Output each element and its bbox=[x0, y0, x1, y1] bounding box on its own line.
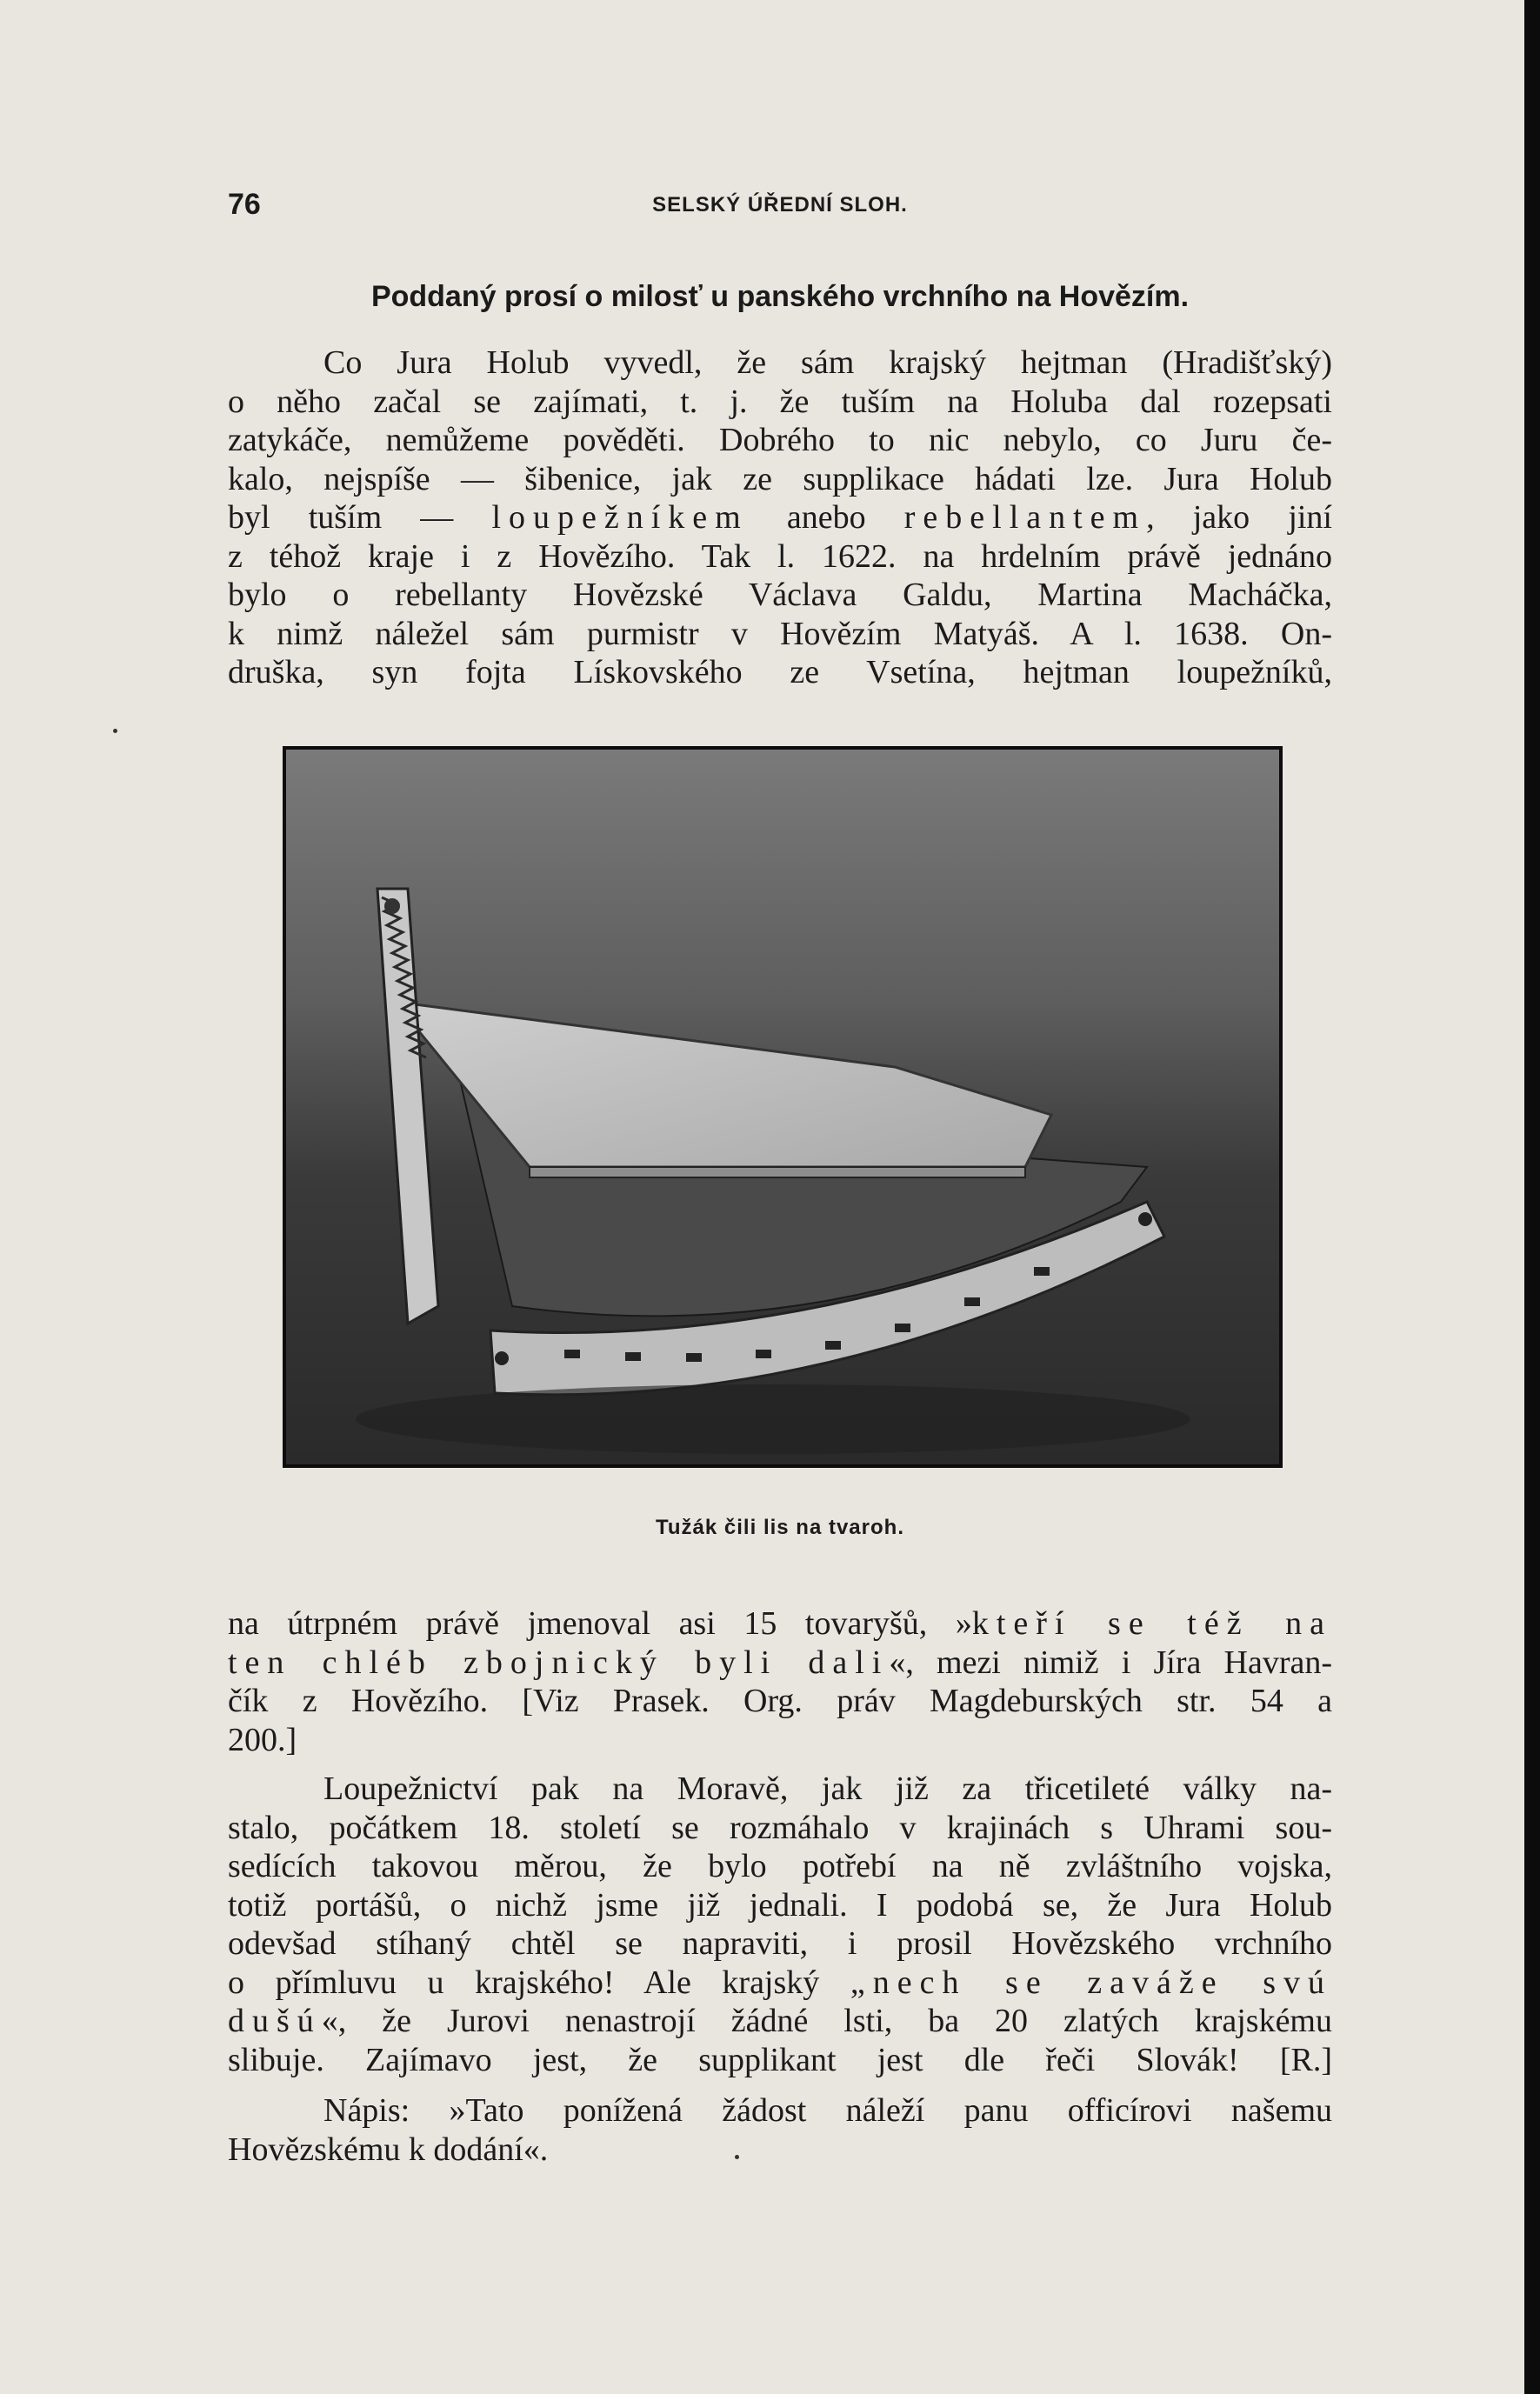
text-line bbox=[228, 1964, 1332, 2003]
text-line: slibuje. Zajímavo jest, že supplikant jest dle řeči Slovák! [R.] bbox=[228, 2041, 1332, 2078]
press-photograph bbox=[283, 746, 1283, 1468]
shadow bbox=[356, 1384, 1190, 1454]
paragraph-2 bbox=[228, 1604, 1332, 1759]
board-edge bbox=[530, 1167, 1025, 1177]
text-run: anebo bbox=[748, 499, 904, 536]
text-line bbox=[228, 1604, 1332, 1644]
running-head bbox=[228, 188, 1332, 223]
text-line: druška, syn fojta Lískovského ze Vsetína, hejtman loupežníků, bbox=[228, 654, 1332, 690]
text-line: stalo, počátkem 18. století se rozmáhalo v krajinách s Uhrami sou- bbox=[228, 1809, 1332, 1846]
text-line bbox=[228, 2002, 1332, 2041]
text-line: Nápis: »Tato ponížená žádost náleží panu officírovi našemu bbox=[323, 2092, 1332, 2129]
figure-caption: Tužák čili lis na tvaroh. bbox=[656, 1516, 904, 1539]
text-line: zatykáče, nemůžeme pověděti. Dobrého to nic nebylo, co Juru če- bbox=[228, 422, 1332, 458]
text-line: Loupežnictví pak na Moravě, jak již za třicetileté války na- bbox=[323, 1770, 1332, 1807]
paragraph-1 bbox=[228, 343, 1332, 692]
print-speck bbox=[735, 2155, 739, 2159]
text-line: čík z Hovězího. [Viz Prasek. Org. práv Magdeburských str. 54 a bbox=[228, 1683, 1332, 1719]
text-line: kalo, nejspíše — šibenice, jak ze supplikace hádati lze. Jura Holub bbox=[228, 460, 1332, 497]
spaced-text: loupežníkem bbox=[491, 499, 749, 536]
print-speck bbox=[113, 729, 117, 733]
spaced-text: dušú bbox=[228, 2003, 322, 2039]
running-title: SELSKÝ ÚŘEDNÍ SLOH. bbox=[652, 193, 908, 217]
text-line: k nimž náležel sám purmistr v Hovězím Matyáš. A l. 1638. On- bbox=[228, 615, 1332, 652]
text-run: o přímluvu u krajského! Ale krajský bbox=[228, 1964, 850, 2001]
text-run: na útrpném právě jmenoval asi 15 tovaryšů, » bbox=[228, 1605, 972, 1642]
text-line: totiž portášů, o nichž jsme již jednali. I podobá se, že Jura Holub bbox=[228, 1886, 1332, 1924]
spaced-text: ten chléb zbojnický byli dali bbox=[228, 1644, 890, 1681]
text-line: Co Jura Holub vyvedl, že sám krajský hejtman (Hradišťský) bbox=[323, 344, 1332, 381]
text-run: byl tuším — bbox=[228, 499, 492, 536]
text-line bbox=[228, 498, 1332, 537]
paragraph-4 bbox=[228, 2091, 1332, 2169]
spaced-text: kteří se též na bbox=[971, 1605, 1332, 1642]
post-hole bbox=[384, 898, 400, 914]
text-line: Hovězskému k dodání«. bbox=[228, 2131, 549, 2168]
text-line: o něho začal se zajímati, t. j. že tuším na Holuba dal rozepsati bbox=[228, 383, 1332, 420]
text-line: 200.] bbox=[228, 1721, 297, 1758]
spaced-text: rebellantem bbox=[903, 499, 1147, 536]
text-line: sedících takovou měrou, že bylo potřebí na ně zvláštního vojska, bbox=[228, 1848, 1332, 1884]
text-line: z téhož kraje i z Hovězího. Tak l. 1622. na hrdelním právě jednáno bbox=[228, 537, 1332, 575]
text-run: «, že Jurovi nenastrojí žádné lsti, ba 20 zlatých krajskému bbox=[321, 2003, 1332, 2039]
text-line: bylo o rebellanty Hovězské Václava Galdu, Martina Macháčka, bbox=[228, 577, 1332, 613]
curd-press-illustration bbox=[286, 750, 1279, 1464]
text-run: «, mezi nimiž i Jíra Havran- bbox=[889, 1644, 1332, 1681]
section-heading: Poddaný prosí o milosť u panského vrchního na Hovězím. bbox=[370, 280, 1190, 313]
text-line bbox=[228, 1644, 1332, 1683]
text-run: , jako jiní bbox=[1146, 499, 1332, 536]
text-line: odevšad stíhaný chtěl se napraviti, i prosil Hovězského vrchního bbox=[228, 1925, 1332, 1962]
spaced-text: „nech se zaváže svú bbox=[850, 1964, 1333, 2001]
page-number: 76 bbox=[228, 188, 261, 221]
paragraph-3 bbox=[228, 1770, 1332, 2079]
